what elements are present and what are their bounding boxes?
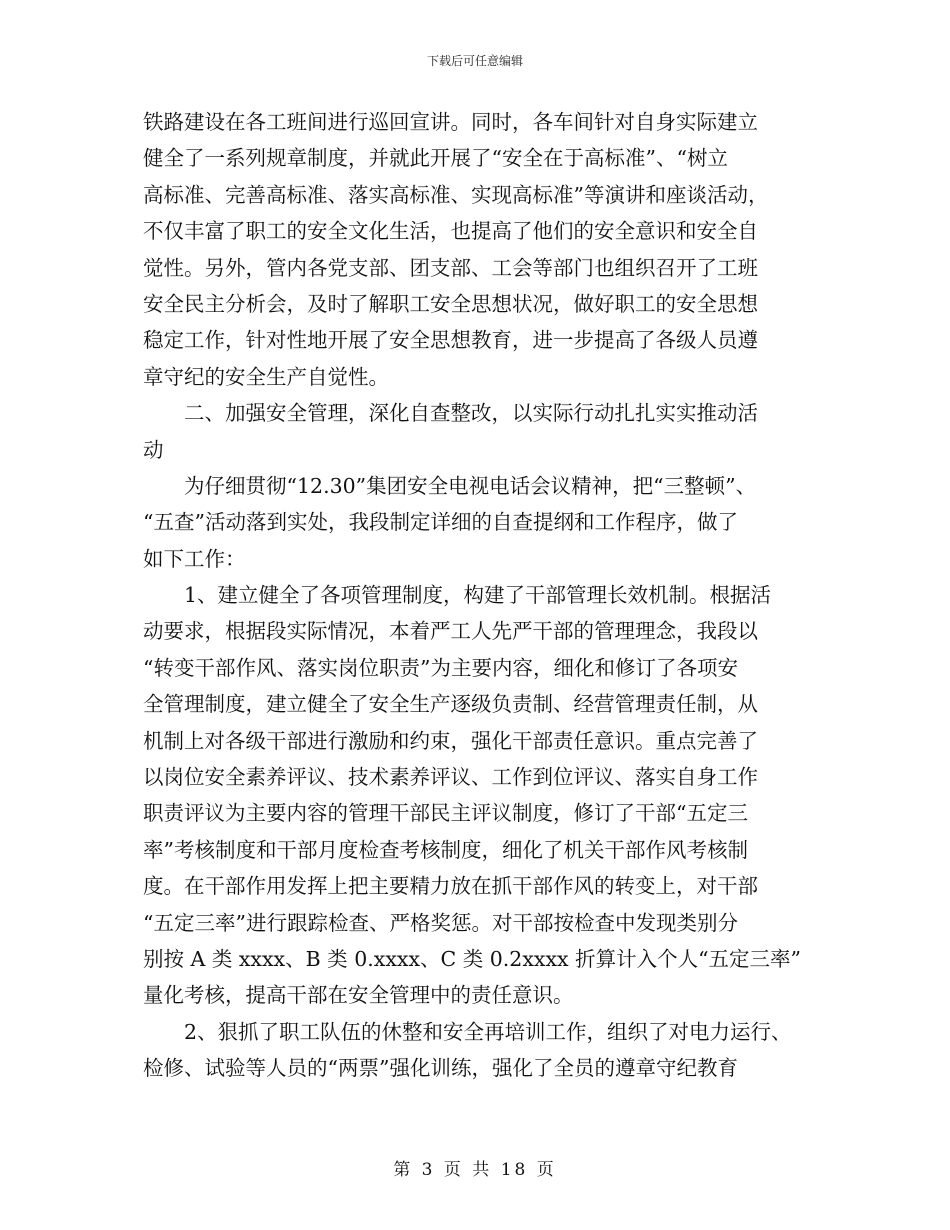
text-line: 为仔细贯彻“12.30”集团安全电视电话会议精神，把“三整顿”、	[143, 473, 757, 498]
document-body	[143, 104, 823, 1087]
text-line: 健全了一系列规章制度，并就此开展了“安全在于高标准”、“树立	[143, 146, 728, 171]
text-line: 如下工作：	[143, 546, 246, 571]
text-line: 量化考核，提高干部在安全管理中的责任意识。	[143, 983, 574, 1008]
text-line: 不仅丰富了职工的安全文化生活，也提高了他们的安全意识和安全自	[143, 219, 758, 244]
text-line: 率”考核制度和干部月度检查考核制度，细化了机关干部作风考核制	[143, 837, 748, 862]
section-heading-line: 动	[143, 437, 164, 462]
text-line: 觉性。另外，管内各党支部、团支部、工会等部门也组织召开了工班	[143, 255, 758, 280]
text-line: 安全民主分析会，及时了解职工安全思想状况，做好职工的安全思想	[143, 291, 758, 316]
text-line: 机制上对各级干部进行激励和约束，强化干部责任意识。重点完善了	[143, 728, 758, 753]
page-footer: 第 3 页 共 18 页	[393, 1160, 557, 1180]
section-heading-line: 二、加强安全管理，深化自查整改，以实际行动扎扎实实推动活	[143, 401, 758, 426]
text-line: 动要求，根据段实际情况，本着严工人先严干部的管理理念，我段以	[143, 619, 758, 644]
text-line: 度。在干部作用发挥上把主要精力放在抓干部作风的转变上，对干部	[143, 874, 758, 899]
text-line: 以岗位安全素养评议、技术素养评议、工作到位评议、落实自身工作	[143, 765, 758, 790]
page-header: 下载后可任意编辑	[426, 54, 523, 68]
text-line: 职责评议为主要内容的管理干部民主评议制度，修订了干部“五定三	[143, 801, 748, 826]
text-line: 2、狠抓了职工队伍的休整和安全再培训工作，组织了对电力运行、	[143, 1019, 792, 1044]
text-line: “五查”活动落到实处，我段制定详细的自查提纲和工作程序，做了	[143, 510, 738, 535]
text-line: 别按 A 类 xxxx、B 类 0.xxxx、C 类 0.2xxxx 折算计入个人“五定三率”	[143, 946, 802, 971]
text-line: 章守纪的安全生产自觉性。	[143, 364, 389, 389]
text-line: “转变干部作风、落实岗位职责”为主要内容，细化和修订了各项安	[143, 655, 738, 680]
text-line: “五定三率”进行跟踪检查、严格奖惩。对干部按检查中发现类别分	[143, 910, 738, 935]
text-line: 高标准、完善高标准、落实高标准、实现高标准”等演讲和座谈活动，	[143, 182, 769, 207]
text-line: 检修、试验等人员的“两票”强化训练，强化了全员的遵章守纪教育	[143, 1056, 738, 1081]
text-line: 稳定工作，针对性地开展了安全思想教育，进一步提高了各级人员遵	[143, 328, 758, 353]
text-line: 全管理制度，建立健全了安全生产逐级负责制、经营管理责任制，从	[143, 692, 758, 717]
text-line: 1、建立健全了各项管理制度，构建了干部管理长效机制。根据活	[143, 583, 772, 608]
text-line: 铁路建设在各工班间进行巡回宣讲。同时，各车间针对自身实际建立	[143, 110, 758, 134]
